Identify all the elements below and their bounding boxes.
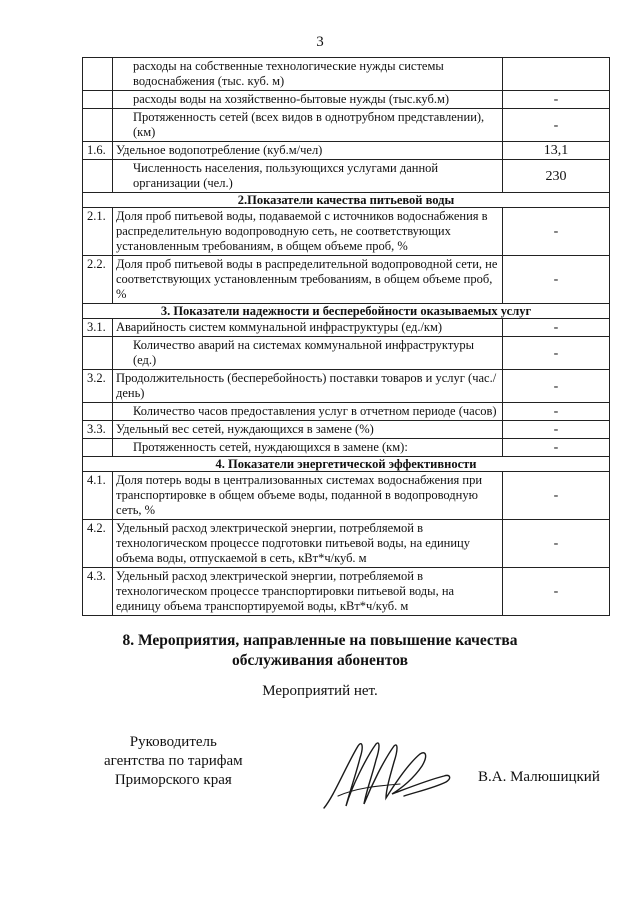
signer-position (104, 733, 243, 790)
table-row (83, 370, 610, 403)
section-header: 4. Показатели энергетической эффективности (83, 457, 610, 472)
table-row (83, 439, 610, 457)
row-number: 2.1. (83, 208, 113, 256)
indicator-name: Удельный вес сетей, нуждающихся в замене (%) (113, 421, 503, 439)
indicator-value (503, 58, 610, 91)
table-row (83, 58, 610, 91)
indicator-name: Численность населения, пользующихся услугами данной организации (чел.) (113, 160, 503, 193)
indicator-name: Доля проб питьевой воды, подаваемой с источников водоснабжения в распределительную водопроводную сеть, не соответствующих установленным требованиям, в общем объеме проб, % (113, 208, 503, 256)
table-row (83, 568, 610, 616)
signer-name: В.А. Малюшицкий (478, 769, 600, 785)
section-header-row (83, 193, 610, 208)
row-number (83, 109, 113, 142)
indicators-table (82, 57, 610, 616)
indicator-value: - (503, 208, 610, 256)
indicator-value: - (503, 439, 610, 457)
indicator-name: Количество аварий на системах коммунальной инфраструктуры (ед.) (113, 337, 503, 370)
indicator-value: - (503, 91, 610, 109)
row-number: 3.3. (83, 421, 113, 439)
indicator-value: - (503, 421, 610, 439)
indicator-name: Удельный расход электрической энергии, потребляемой в технологическом процессе подготовки питьевой воды, на единицу объема воды, отпускаемой в сеть, кВт*ч/куб. м (113, 520, 503, 568)
indicator-name: расходы воды на хозяйственно-бытовые нужды (тыс.куб.м) (113, 91, 503, 109)
row-number (83, 58, 113, 91)
signer-position-line3: Приморского края (114, 772, 232, 788)
table-row (83, 472, 610, 520)
row-number: 1.6. (83, 142, 113, 160)
indicator-name: Протяженность сетей (всех видов в однотрубном представлении), (км) (113, 109, 503, 142)
row-number (83, 160, 113, 193)
no-measures-note: Мероприятий нет. (262, 683, 378, 699)
indicator-name: Количество часов предоставления услуг в отчетном периоде (часов) (113, 403, 503, 421)
indicator-value: - (503, 403, 610, 421)
table-row (83, 403, 610, 421)
indicator-name: Доля проб питьевой воды в распределительной водопроводной сети, не соответствующих установленным требованиям, в общем объеме проб, % (113, 256, 503, 304)
indicator-value: - (503, 337, 610, 370)
section-header: 2.Показатели качества питьевой воды (83, 193, 610, 208)
section-8-heading-line1: 8. Мероприятия, направленные на повышение качества (122, 632, 518, 649)
section-header-row (83, 457, 610, 472)
indicator-value: - (503, 568, 610, 616)
table-row (83, 208, 610, 256)
row-number: 3.2. (83, 370, 113, 403)
indicator-value: - (503, 370, 610, 403)
row-number (83, 403, 113, 421)
indicator-value: - (503, 520, 610, 568)
indicator-name: расходы на собственные технологические нужды системы водоснабжения (тыс. куб. м) (113, 58, 503, 91)
table-row (83, 256, 610, 304)
indicator-name: Доля потерь воды в централизованных системах водоснабжения при транспортировке в общем объеме воды, поданной в водопроводную сеть, % (113, 472, 503, 520)
table-row (83, 337, 610, 370)
signer-position-line2: агентства по тарифам (104, 753, 243, 769)
row-number (83, 91, 113, 109)
row-number: 3.1. (83, 319, 113, 337)
indicator-value: - (503, 472, 610, 520)
indicator-value: - (503, 319, 610, 337)
indicator-value: 230 (503, 160, 610, 193)
indicator-name: Протяженность сетей, нуждающихся в замене (км): (113, 439, 503, 457)
page-number: 3 (316, 34, 324, 50)
row-number (83, 337, 113, 370)
handwritten-signature (316, 736, 466, 821)
table-row (83, 319, 610, 337)
table-row (83, 421, 610, 439)
section-8-heading-line2: обслуживания абонентов (232, 652, 408, 669)
indicator-value: 13,1 (503, 142, 610, 160)
table-row (83, 109, 610, 142)
indicator-name: Удельный расход электрической энергии, потребляемой в технологическом процессе транспортировки питьевой воды, на единицу объема транспортируемой воды, кВт*ч/куб. м (113, 568, 503, 616)
row-number: 2.2. (83, 256, 113, 304)
section-8-heading (0, 631, 640, 671)
row-number (83, 439, 113, 457)
table-row (83, 142, 610, 160)
indicator-name: Продолжительность (бесперебойность) поставки товаров и услуг (час./день) (113, 370, 503, 403)
signer-position-line1: Руководитель (129, 734, 217, 750)
indicator-value: - (503, 256, 610, 304)
table-row (83, 91, 610, 109)
indicator-name: Аварийность систем коммунальной инфраструктуры (ед./км) (113, 319, 503, 337)
table-row (83, 160, 610, 193)
row-number: 4.1. (83, 472, 113, 520)
section-header: 3. Показатели надежности и бесперебойности оказываемых услуг (83, 304, 610, 319)
indicator-value: - (503, 109, 610, 142)
row-number: 4.2. (83, 520, 113, 568)
indicators-table-body (83, 58, 610, 616)
section-header-row (83, 304, 610, 319)
indicator-name: Удельное водопотребление (куб.м/чел) (113, 142, 503, 160)
row-number: 4.3. (83, 568, 113, 616)
table-row (83, 520, 610, 568)
